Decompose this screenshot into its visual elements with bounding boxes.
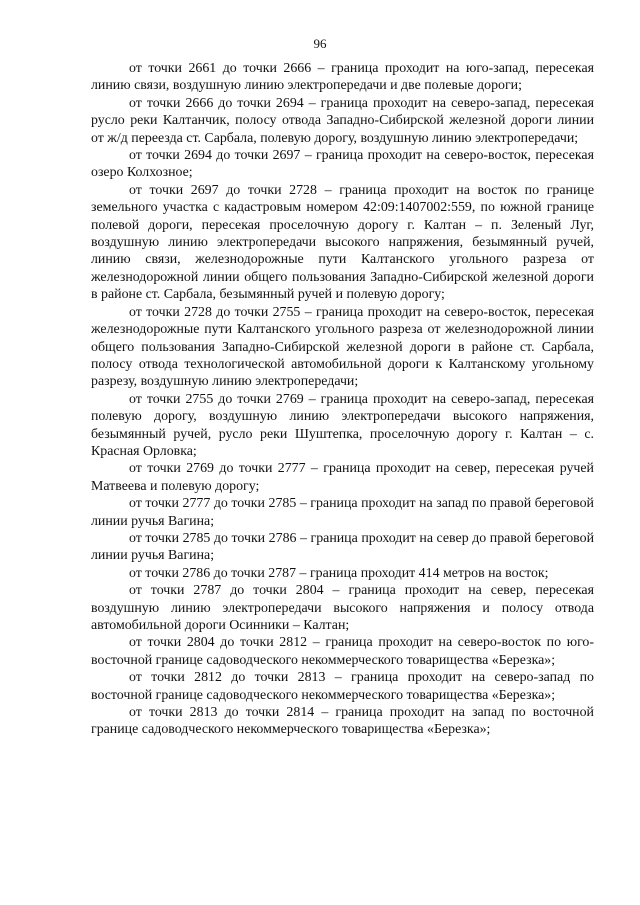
paragraph: от точки 2755 до точки 2769 – граница проходит на северо-запад, пересекая полевую дорогу, воздушную линию электропередачи высокого напряжения, безымянный ручей, русло реки Шуштепка, проселочную дорогу г. Калтан – с. Красная Орловка; (91, 391, 594, 459)
paragraph: от точки 2694 до точки 2697 – граница проходит на северо-восток, пересекая озеро Колхозное; (91, 148, 594, 181)
paragraph: от точки 2787 до точки 2804 – граница проходит на север, пересекая воздушную линию электропередачи высокого напряжения и полосу отвода автомобильной дороги Осинники – Калтан; (91, 583, 594, 633)
paragraph: от точки 2785 до точки 2786 – граница проходит на север до правой береговой линии ручья Вагина; (91, 530, 594, 564)
paragraph: от точки 2813 до точки 2814 – граница проходит на запад по восточной границе садоводческого некоммерческого товарищества «Березка»; (91, 705, 594, 738)
paragraph: от точки 2661 до точки 2666 – граница проходит на юго-запад, пересекая линию связи, воздушную линию электропередачи и две полевые дороги; (91, 61, 594, 94)
paragraph: от точки 2777 до точки 2785 – граница проходит на запад по правой береговой линии ручья Вагина; (91, 496, 594, 529)
paragraph: от точки 2804 до точки 2812 – граница проходит на северо-восток по юго-восточной границе садоводческого некоммерческого товарищества «Березка»; (91, 635, 594, 668)
page-number: 96 (313, 36, 327, 51)
paragraph: от точки 2812 до точки 2813 – граница проходит на северо-запад по восточной границе садоводческого некоммерческого товарищества «Березка»; (91, 670, 594, 703)
document-body (91, 60, 594, 739)
paragraph: от точки 2728 до точки 2755 – граница проходит на северо-восток, пересекая железнодорожные пути Калтанского угольного разреза от железнодорожной линии общего пользования Западно-Сибирской железной дороги в районе ст. Сарбала, полосу отвода технологической автомобильной дороги к Калтанскому угольному разрезу, воздушную линию электропередачи; (91, 304, 594, 390)
paragraph: от точки 2697 до точки 2728 – граница проходит на восток по границе земельного участка с кадастровым номером 42:09:1407002:559, по южной границе полевой дороги, пересекая проселочную дорогу г. Калтан – п. Зеленый Луг, воздушную линию электропередачи высокого напряжения, безымянный ручей, линию связи, железнодорожные пути Калтанского угольного разреза от железнодорожной линии общего пользования Западно-Сибирской железной дороги в районе ст. Сарбала, безымянный ручей и полевую дорогу; (91, 182, 594, 303)
paragraph: от точки 2786 до точки 2787 – граница проходит 414 метров на восток; (129, 565, 549, 581)
paragraph: от точки 2769 до точки 2777 – граница проходит на север, пересекая ручей Матвеева и полевую дорогу; (91, 461, 594, 494)
paragraph: от точки 2666 до точки 2694 – граница проходит на северо-запад, пересекая русло реки Калтанчик, полосу отвода Западно-Сибирской железной дороги линии от ж/д переезда ст. Сарбала, полевую дорогу, воздушную линию электропередачи; (91, 95, 594, 146)
